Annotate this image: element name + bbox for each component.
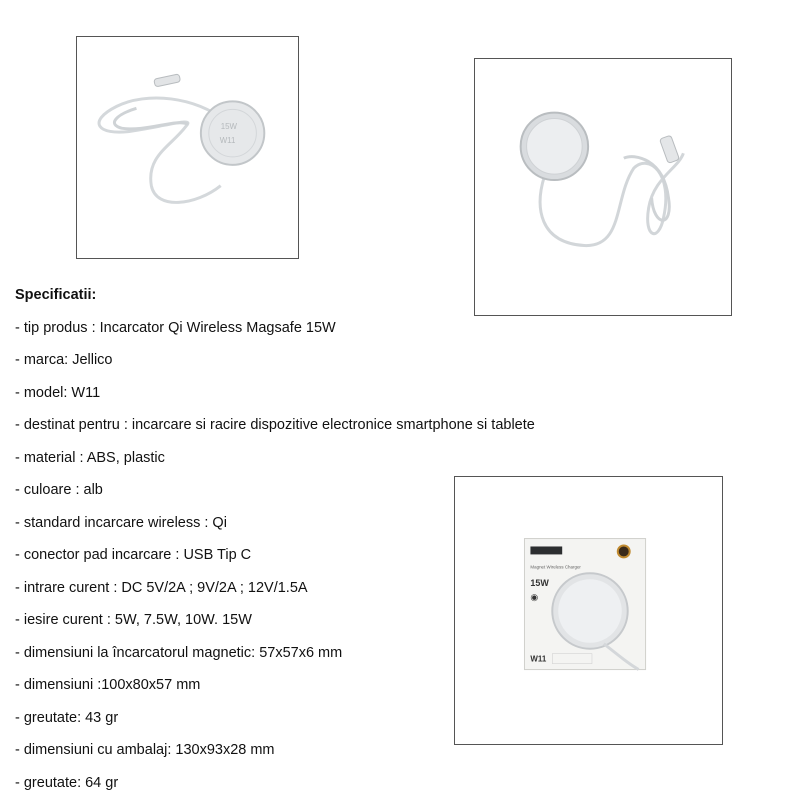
spec-intended-use: - destinat pentru : incarcare si racire dispozitive electronice smartphone si tablete — [15, 417, 535, 433]
brand-logo-icon — [530, 546, 562, 554]
product-photo-angled-view — [474, 58, 732, 316]
spec-wireless-standard: - standard incarcare wireless : Qi — [15, 515, 227, 531]
product-photo-top-view — [76, 36, 299, 259]
spec-charger-dimensions: - dimensiuni la încarcatorul magnetic: 57x57x6 mm — [15, 645, 343, 661]
spec-packaged-dimensions: - dimensiuni cu ambalaj: 130x93x28 mm — [15, 742, 275, 758]
charger-ring-illustration — [475, 59, 731, 315]
spec-packaged-weight: - greutate: 64 gr — [15, 775, 119, 791]
spec-color: - culoare : alb — [15, 482, 103, 498]
spec-dimensions: - dimensiuni :100x80x57 mm — [15, 677, 201, 693]
packaging-illustration — [455, 477, 722, 744]
svg-text:Magnet Wireless Charger: Magnet Wireless Charger — [530, 564, 581, 570]
specs-heading: Specificatii: — [15, 287, 97, 303]
spec-weight: - greutate: 43 gr — [15, 710, 119, 726]
spec-product-type: - tip produs : Incarcator Qi Wireless Magsafe 15W — [15, 320, 336, 336]
product-photo-packaging — [454, 476, 723, 745]
svg-text:W11: W11 — [219, 136, 236, 146]
spec-output-current: - iesire curent : 5W, 7.5W, 10W. 15W — [15, 612, 252, 628]
wireless-icon: ◉ — [530, 592, 539, 603]
spec-brand: - marca: Jellico — [15, 352, 113, 368]
spec-connector: - conector pad incarcare : USB Tip C — [15, 547, 252, 563]
spec-input-current: - intrare curent : DC 5V/2A ; 9V/2A ; 12V/1.5A — [15, 580, 308, 596]
box-model-label: W11 — [530, 654, 547, 664]
charger-pad-illustration — [77, 37, 298, 258]
spec-material: - material : ABS, plastic — [15, 450, 165, 466]
spec-model: - model: W11 — [15, 385, 101, 401]
svg-text:15W: 15W — [220, 122, 237, 132]
box-power-label: 15W — [530, 578, 549, 589]
